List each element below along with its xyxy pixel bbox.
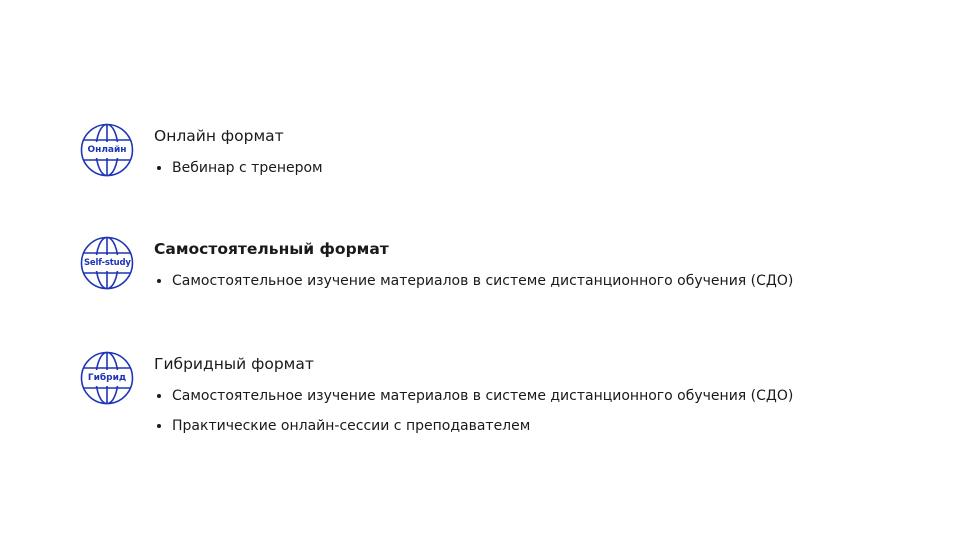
globe-label: Гибрид <box>84 370 130 386</box>
bullet-list <box>156 270 793 300</box>
list-item <box>156 415 793 445</box>
bullet-dot <box>157 424 161 428</box>
bullet-list <box>156 157 323 187</box>
globe-label: Онлайн <box>84 142 130 158</box>
globe-icon <box>80 123 134 177</box>
bullet-text: Практические онлайн-сессии с преподавателем <box>172 418 531 434</box>
list-item <box>156 157 323 187</box>
bullet-text: Самостоятельное изучение материалов в системе дистанционного обучения (СДО) <box>172 273 794 289</box>
bullet-list <box>156 385 793 445</box>
bullet-text: Вебинар с тренером <box>172 160 323 176</box>
format-title: Гибридный формат <box>154 355 314 373</box>
bullet-dot <box>157 279 161 283</box>
globe-label: Self-study <box>84 255 130 271</box>
globe-icon <box>80 351 134 405</box>
format-title: Самостоятельный формат <box>154 240 389 258</box>
list-item <box>156 385 793 415</box>
format-title: Онлайн формат <box>154 127 284 145</box>
bullet-text: Самостоятельное изучение материалов в системе дистанционного обучения (СДО) <box>172 388 794 404</box>
bullet-dot <box>157 166 161 170</box>
list-item <box>156 270 793 300</box>
globe-icon <box>80 236 134 290</box>
bullet-dot <box>157 394 161 398</box>
